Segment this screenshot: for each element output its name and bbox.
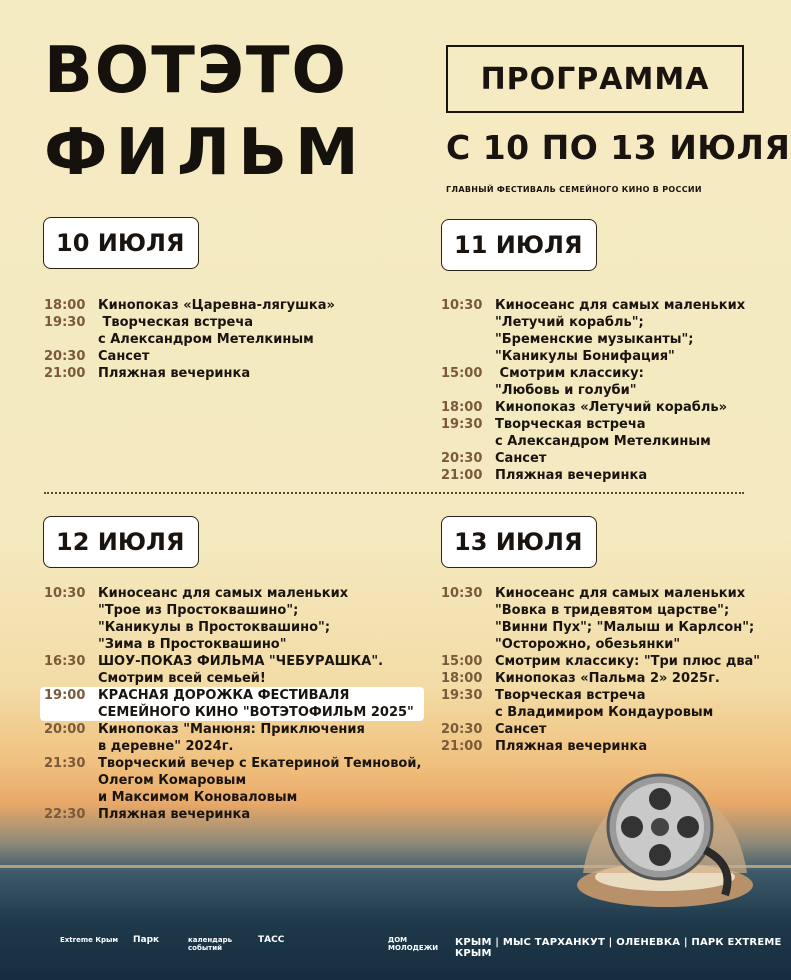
schedule-entry <box>441 467 745 484</box>
entry-time: 22:30 <box>44 807 86 822</box>
entry-time: 21:00 <box>441 739 483 754</box>
logo-line-2: ФИЛЬМ <box>44 116 367 190</box>
schedule-entry <box>441 721 760 738</box>
schedule-day-13 <box>441 585 760 755</box>
schedule-entry <box>44 297 335 314</box>
festival-subtitle: ГЛАВНЫЙ ФЕСТИВАЛЬ СЕМЕЙНОГО КИНО В РОССИИ <box>446 185 702 194</box>
entry-time: 20:00 <box>44 722 86 737</box>
entry-text: Кинопоказ «Царевна-лягушка» <box>98 298 335 313</box>
schedule-entry <box>441 365 745 399</box>
sponsor-logo: Extreme Крым <box>60 936 119 944</box>
entry-text: Пляжная вечеринка <box>495 739 648 754</box>
entry-time: 15:00 <box>441 654 483 669</box>
schedule-day-12 <box>44 585 424 823</box>
entry-text: Пляжная вечеринка <box>495 468 648 483</box>
schedule-entry <box>44 806 424 823</box>
entry-time: 15:00 <box>441 366 483 381</box>
schedule-entry <box>44 348 335 365</box>
entry-text: Творческая встреча с Александром Метелкиным <box>98 315 314 347</box>
entry-text: Пляжная вечеринка <box>98 366 251 381</box>
entry-text: Смотрим классику: "Три плюс два" <box>495 654 761 669</box>
entry-time: 21:30 <box>44 756 86 771</box>
entry-time: 18:00 <box>441 400 483 415</box>
entry-text: Смотрим классику: "Любовь и голуби" <box>495 366 644 398</box>
schedule-entry <box>441 416 745 450</box>
entry-time: 21:00 <box>44 366 86 381</box>
entry-text: Пляжная вечеринка <box>98 807 251 822</box>
entry-time: 10:30 <box>44 586 86 601</box>
entry-time: 10:30 <box>441 298 483 313</box>
schedule-entry <box>44 653 424 687</box>
entry-text: ШОУ-ПОКАЗ ФИЛЬМА "ЧЕБУРАШКА". Смотрим всей семьей! <box>98 654 384 686</box>
entry-text: Творческая встреча с Владимиром Кондауровым <box>495 688 714 720</box>
entry-time: 16:30 <box>44 654 86 669</box>
day-title-10: 10 ИЮЛЯ <box>43 217 199 269</box>
film-reel-shell-illustration <box>565 755 765 915</box>
entry-time: 20:30 <box>441 722 483 737</box>
schedule-entry <box>441 399 745 416</box>
schedule-entry <box>44 585 424 653</box>
schedule-entry <box>44 721 424 755</box>
day-title-12: 12 ИЮЛЯ <box>43 516 199 568</box>
dotted-divider <box>44 492 744 494</box>
entry-time: 19:30 <box>44 315 86 330</box>
schedule-entry <box>441 585 760 653</box>
schedule-entry <box>441 687 760 721</box>
logo-line-1: ВОТЭТО <box>44 34 348 108</box>
entry-time: 21:00 <box>441 468 483 483</box>
entry-text: Кинопоказ «Летучий корабль» <box>495 400 727 415</box>
entry-text: Сансет <box>495 722 547 737</box>
entry-time: 20:30 <box>441 451 483 466</box>
day-title-13: 13 ИЮЛЯ <box>441 516 597 568</box>
schedule-entry <box>44 755 424 806</box>
entry-text: Сансет <box>98 349 150 364</box>
entry-text: Киносеанс для самых маленьких "Трое из Простоквашино"; "Каникулы в Простоквашино"; "Зима в Простоквашино" <box>98 586 349 652</box>
program-label: ПРОГРАММА <box>446 45 744 113</box>
entry-text: Творческий вечер с Екатериной Темновой, Олегом Комаровым и Максимом Коноваловым <box>98 756 422 805</box>
entry-text: Киносеанс для самых маленьких "Вовка в тридевятом царстве"; "Винни Пух"; "Малыш и Карлсон"; "Осторожно, обезьянки" <box>495 586 755 652</box>
entry-time: 20:30 <box>44 349 86 364</box>
sponsor-logo: ТАСС <box>258 935 285 945</box>
day-title-11: 11 ИЮЛЯ <box>441 219 597 271</box>
entry-text: КРАСНАЯ ДОРОЖКА ФЕСТИВАЛЯ СЕМЕЙНОГО КИНО "ВОТЭТОФИЛЬМ 2025" <box>98 688 414 720</box>
entry-text: Кинопоказ «Пальма 2» 2025г. <box>495 671 720 686</box>
schedule-entry <box>44 365 335 382</box>
entry-time: 18:00 <box>441 671 483 686</box>
location-line: КРЫМ | МЫС ТАРХАНКУТ | ОЛЕНЕВКА | ПАРК EXTREME КРЫМ <box>455 937 782 959</box>
entry-time: 19:00 <box>44 688 86 703</box>
entry-text: Сансет <box>495 451 547 466</box>
schedule-day-10 <box>44 297 335 382</box>
sponsor-logo: Парк <box>133 935 160 945</box>
schedule-entry <box>44 314 335 348</box>
entry-time: 18:00 <box>44 298 86 313</box>
festival-dates: С 10 ПО 13 ИЮЛЯ <box>446 128 791 167</box>
schedule-day-11 <box>441 297 745 484</box>
entry-time: 19:30 <box>441 688 483 703</box>
schedule-entry-highlighted <box>40 687 424 721</box>
schedule-entry <box>441 297 745 365</box>
schedule-entry <box>441 653 760 670</box>
sponsor-logo: ДОМ МОЛОДЕЖИ <box>388 936 439 952</box>
entry-text: Кинопоказ "Манюня: Приключения в деревне" 2024г. <box>98 722 365 754</box>
schedule-entry <box>441 738 760 755</box>
entry-text: Творческая встреча с Александром Метелкиным <box>495 417 711 449</box>
schedule-entry <box>441 450 745 467</box>
entry-time: 19:30 <box>441 417 483 432</box>
entry-time: 10:30 <box>441 586 483 601</box>
entry-text: Киносеанс для самых маленьких "Летучий корабль"; "Бременские музыканты"; "Каникулы Бонифация" <box>495 298 746 364</box>
sponsor-logo: календарь событий <box>188 936 232 952</box>
schedule-entry <box>441 670 760 687</box>
